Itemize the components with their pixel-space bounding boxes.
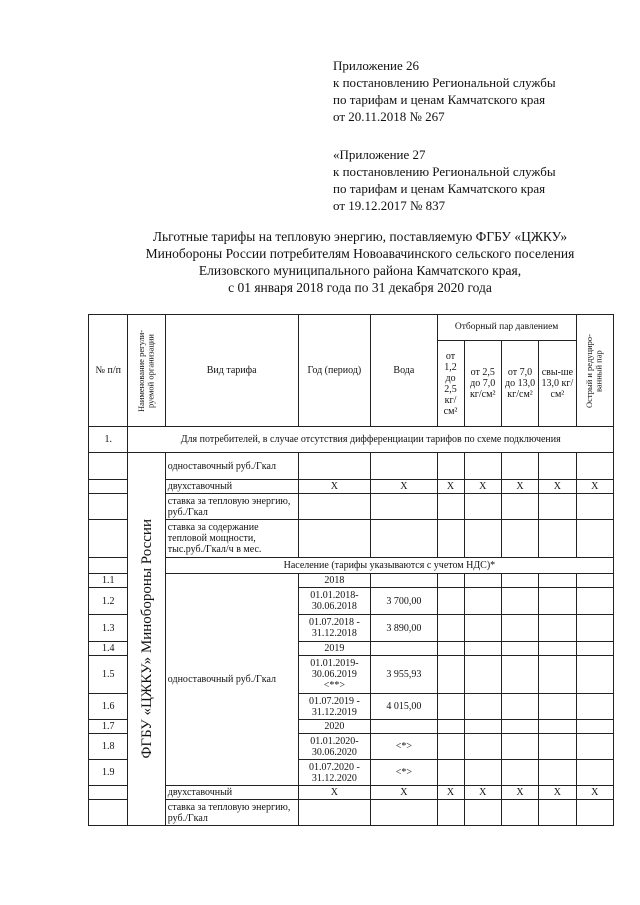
header-steam-1: от 1,2 до 2,5 кг/см² — [437, 341, 464, 427]
row-num: 1.3 — [89, 615, 128, 642]
period-cell: 2018 — [298, 574, 371, 588]
period-cell: 01.01.2020-30.06.2020 — [298, 734, 371, 760]
row-num: 1.4 — [89, 642, 128, 656]
title-line: Льготные тарифы на тепловую энергию, поставляемую ФГБУ «ЦЖКУ» — [152, 229, 568, 244]
row-num: 1.7 — [89, 720, 128, 734]
row-num: 1.8 — [89, 734, 128, 760]
x-mark: X — [298, 786, 371, 800]
population-tariff-label: одноставочный руб./Гкал — [165, 574, 298, 786]
tariff-single-rate: одноставочный руб./Гкал — [165, 453, 298, 480]
x-mark: X — [371, 480, 437, 494]
header-org — [128, 315, 165, 427]
header-period: Год (период) — [298, 315, 371, 427]
x-mark: X — [539, 786, 576, 800]
period-cell: 01.07.2020 - 31.12.2020 — [298, 760, 371, 786]
row-num-cell — [89, 786, 128, 800]
annex-previous — [333, 146, 556, 214]
title-line: Елизовского муниципального района Камчатского края, — [198, 263, 522, 278]
row-num: 1.1 — [89, 574, 128, 588]
header-steam-group: Отборный пар давлением — [437, 315, 576, 341]
annex-line: от 19.12.2017 № 837 — [333, 198, 446, 213]
value-cell: 3 700,00 — [371, 588, 437, 615]
row-num: 1.9 — [89, 760, 128, 786]
period-cell: 01.01.2018-30.06.2018 — [298, 588, 371, 615]
tariff-table — [88, 314, 614, 826]
row-num-cell — [89, 494, 128, 520]
tariff-capacity-rate: ставка за содержание тепловой мощности, тыс.руб./Гкал/ч в мес. — [165, 520, 298, 558]
org-name-cell — [128, 453, 165, 826]
header-steam-2: от 2,5 до 7,0 кг/см² — [464, 341, 501, 427]
x-mark: X — [501, 480, 538, 494]
row-num-cell — [89, 520, 128, 558]
header-sharp-steam — [576, 315, 613, 427]
x-mark: X — [437, 786, 464, 800]
value-cell — [371, 642, 437, 656]
value-cell — [371, 574, 437, 588]
x-mark: X — [576, 480, 613, 494]
row-num: 1.6 — [89, 694, 128, 720]
org-name: ФГБУ «ЦЖКУ» Минобороны России — [138, 519, 155, 759]
row-num: 1.5 — [89, 656, 128, 694]
population-two-rate: двухставочный — [165, 786, 298, 800]
header-tariff-type: Вид тарифа — [165, 315, 298, 427]
value-cell: <*> — [371, 734, 437, 760]
x-mark: X — [464, 480, 501, 494]
annex-line: по тарифам и ценам Камчатского края — [333, 181, 546, 196]
header-steam-3: от 7,0 до 13,0 кг/см² — [501, 341, 538, 427]
section-num: 1. — [89, 427, 128, 453]
period-cell: 01.07.2018 - 31.12.2018 — [298, 615, 371, 642]
value-cell: <*> — [371, 760, 437, 786]
row-num-cell — [89, 558, 128, 574]
tariff-two-rate: двухставочный — [165, 480, 298, 494]
title-line: с 01 января 2018 года по 31 декабря 2020 года — [228, 280, 492, 295]
period-cell: 2020 — [298, 720, 371, 734]
x-mark: X — [501, 786, 538, 800]
header-steam-4: свы-ше 13,0 кг/см² — [539, 341, 576, 427]
value-cell — [371, 720, 437, 734]
header-num: № п/п — [89, 315, 128, 427]
x-mark: X — [464, 786, 501, 800]
value-cell: 3 955,93 — [371, 656, 437, 694]
annex-line: Приложение 26 — [333, 58, 420, 73]
annex-line: к постановлению Региональной службы — [333, 164, 556, 179]
row-num-cell — [89, 800, 128, 826]
header-sharp-steam-text: Острый и редуциро-ванный пар — [584, 333, 604, 408]
row-num-cell — [89, 480, 128, 494]
period-cell: 01.01.2019-30.06.2019 <**> — [298, 656, 371, 694]
annex-line: «Приложение 27 — [333, 147, 426, 162]
value-cell: 4 015,00 — [371, 694, 437, 720]
tariff-heat-energy-rate: ставка за тепловую энергию, руб./Гкал — [165, 494, 298, 520]
row-num: 1.2 — [89, 588, 128, 615]
annex-line: по тарифам и ценам Камчатского края — [333, 92, 546, 107]
period-cell: 2019 — [298, 642, 371, 656]
value-cell: 3 890,00 — [371, 615, 437, 642]
x-mark: X — [437, 480, 464, 494]
header-org-text: Наименование регули-руемой организации — [136, 329, 156, 412]
x-mark: X — [576, 786, 613, 800]
title-line: Минобороны России потребителям Новоавачинского сельского поселения — [145, 246, 575, 261]
x-mark: X — [371, 786, 437, 800]
annex-line: от 20.11.2018 № 267 — [333, 109, 445, 124]
period-cell: 01.07.2019 - 31.12.2019 — [298, 694, 371, 720]
annex-line: к постановлению Региональной службы — [333, 75, 556, 90]
population-heat-energy-rate: ставка за тепловую энергию, руб./Гкал — [165, 800, 298, 826]
x-mark: X — [298, 480, 371, 494]
x-mark: X — [539, 480, 576, 494]
header-water: Вода — [371, 315, 437, 427]
population-title: Население (тарифы указываются с учетом НДС)* — [165, 558, 613, 574]
section-title: Для потребителей, в случае отсутствия дифференциации тарифов по схеме подключения — [128, 427, 614, 453]
row-num-cell — [89, 453, 128, 480]
document-title — [100, 228, 620, 296]
annex-current — [333, 57, 556, 125]
